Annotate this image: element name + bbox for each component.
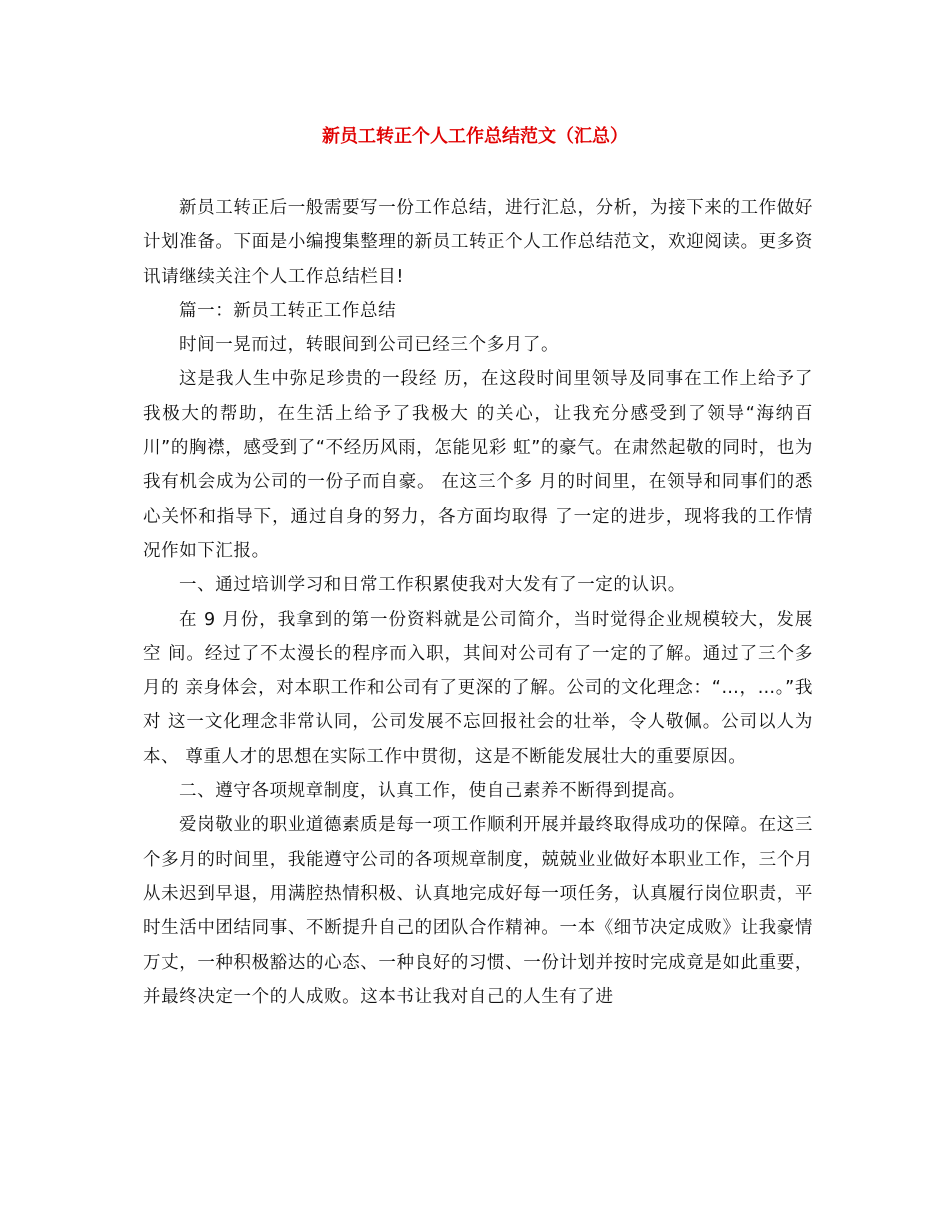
paragraph-heading-two: 二、遵守各项规章制度，认真工作，使自己素养不断得到提高。: [179, 781, 686, 802]
paragraph-intro: 新员工转正后一般需要写一份工作总结，进行汇总，分析，为接下来的工作做好计划准备。下面是小编搜集整理的新员工转正个人工作总结范文，欢迎阅读。更多资讯请继续关注个人工作总结栏目!: [143, 198, 813, 287]
paragraph: 这是我人生中弥足珍贵的一段经 历，在这段时间里领导及同事在工作上给予了我极大的帮助，在生活上给予了我极大 的关心，让我充分感受到了领导“海纳百川”的胸襟，感受到了“不经历风雨，怎能见彩 虹”的豪气。在肃然起敬的同时，也为我有机会成为公司的一份子而自豪。 在这三个多 月的时间里，在领导和同事们的悉心关怀和指导下，通过自身的努力，各方面均取得 了一定的进步，现将我的工作情况作如下汇报。: [143, 369, 813, 561]
paragraph: 时间一晃而过，转眼间到公司已经三个多月了。: [179, 335, 560, 356]
paragraph: 在 9 月份，我拿到的第一份资料就是公司简介，当时觉得企业规模较大，发展空 间。经过了不太漫长的程序而入职，其间对公司有了一定的了解。通过了三个多月的 亲身体会，对本职工作和公司有了更深的了解。公司的文化理念：“…，…。”我对 这一文化理念非常认同，公司发展不忘回报社会的壮举，令人敬佩。公司以人为本、 尊重人才的思想在实际工作中贯彻，这是不断能发展壮大的重要原因。: [143, 609, 813, 767]
document-body: [143, 191, 813, 1014]
paragraph: 爱岗敬业的职业道德素质是每一项工作顺利开展并最终取得成功的保障。在这三 个多月的时间里，我能遵守公司的各项规章制度，兢兢业业做好本职业工作，三个月 从未迟到早退，用满腔热情积极、认真地完成好每一项任务，认真履行岗位职责，平 时生活中团结同事、不断提升自己的团队合作精神。一本《细节决定成败》让我豪情 万丈，一种积极豁达的心态、一种良好的习惯、一份计划并按时完成竟是如此重要， 并最终决定一个的人成败。这本书让我对自己的人生有了进: [143, 815, 813, 1007]
document-title: 新员工转正个人工作总结范文（汇总）: [322, 126, 628, 147]
paragraph-heading-one: 一、通过培训学习和日常工作积累使我对大发有了一定的认识。: [179, 575, 686, 596]
paragraph-section-heading: 篇一：新员工转正工作总结: [179, 300, 397, 321]
